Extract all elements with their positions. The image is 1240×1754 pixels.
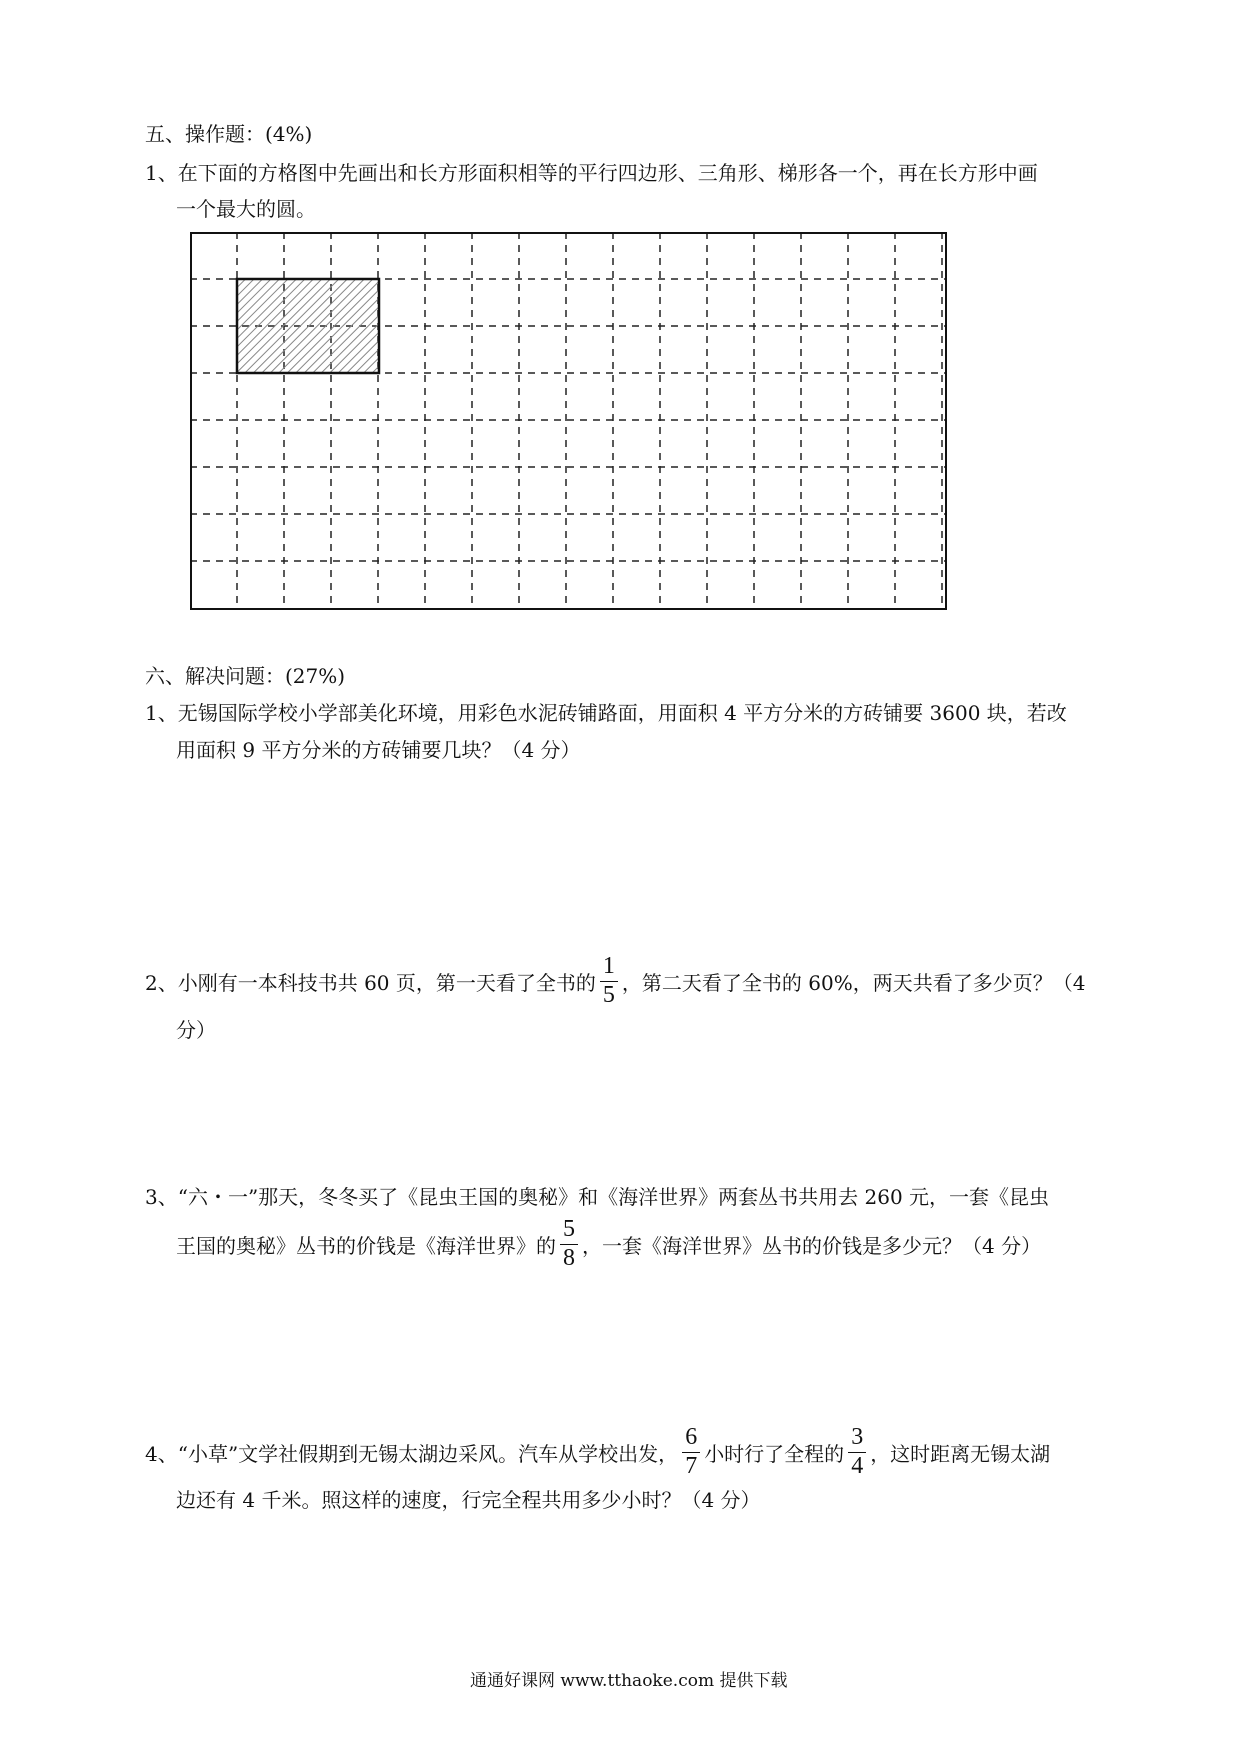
section5-q1-line2: 一个最大的圆。 (176, 197, 316, 221)
section6-heading: 六、解决问题：(27%) (145, 664, 346, 688)
section5-heading: 五、操作题：(4%) (145, 122, 313, 146)
page-footer: 通通好课网 www.tthaoke.com 提供下载 (470, 1671, 788, 1691)
section6-q3-line1: 3、“六・一”那天，冬冬买了《昆虫王国的奥秘》和《海洋世界》两套丛书共用去 260 元，一套《昆虫 (145, 1185, 1050, 1209)
section6-q1-line1: 1、无锡国际学校小学部美化环境，用彩色水泥砖铺路面，用面积 4 平方分米的方砖铺要 3600 块，若改 (145, 701, 1067, 725)
q3-fraction-denominator: 8 (563, 1244, 575, 1271)
q4-text-part2: 小时行了全程的 (704, 1441, 845, 1466)
section6-q2-line2: 分） (176, 1018, 216, 1042)
shaded-rectangle (237, 279, 379, 373)
q2-fraction (600, 954, 618, 1007)
q4-text-part1: 4、“小草”文学社假期到无锡太湖边采风。汽车从学校出发， (145, 1441, 679, 1466)
q3-text-part2: ，一套《海洋世界》丛书的价钱是多少元？（4 分） (582, 1233, 1042, 1258)
q4-fraction-1-numerator: 6 (682, 1425, 700, 1452)
grid-paper (190, 232, 947, 610)
q3-fraction-numerator: 5 (560, 1217, 578, 1244)
q2-fraction-numerator: 1 (600, 954, 618, 981)
q2-fraction-denominator: 5 (602, 981, 615, 1008)
q4-fraction-1-denominator: 7 (685, 1452, 698, 1479)
q3-text-part1: 王国的奥秘》丛书的价钱是《海洋世界》的 (176, 1233, 556, 1258)
section6-q4-line1 (145, 1422, 1050, 1482)
q4-fraction-2-numerator: 3 (848, 1425, 866, 1452)
section5-q1-line1: 1、在下面的方格图中先画出和长方形面积相等的平行四边形、三角形、梯形各一个，再在长方形中画 (145, 161, 1038, 185)
section6-q2-line1 (145, 951, 1085, 1011)
section6-q4-line2: 边还有 4 千米。照这样的速度，行完全程共用多少小时？（4 分） (176, 1488, 761, 1512)
q4-fraction-2 (848, 1425, 866, 1478)
section6-q1-line2: 用面积 9 平方分米的方砖铺要几块？（4 分） (176, 738, 581, 762)
q4-fraction-1 (682, 1425, 700, 1478)
section6-q3-line2 (176, 1214, 1041, 1274)
q2-text-part1: 2、小刚有一本科技书共 60 页，第一天看了全书的 (145, 970, 596, 995)
q2-text-part2: ，第二天看了全书的 60%，两天共看了多少页？（4 (621, 970, 1086, 995)
q3-fraction (560, 1217, 578, 1270)
q4-fraction-2-denominator: 4 (851, 1452, 864, 1479)
q4-text-part3: ，这时距离无锡太湖 (870, 1441, 1051, 1466)
